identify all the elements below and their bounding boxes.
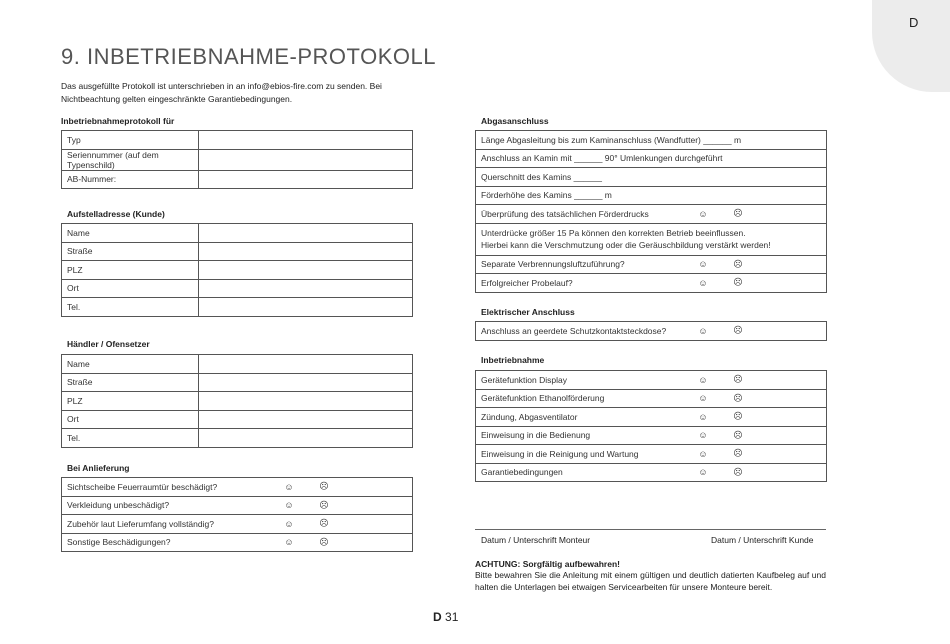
table-row [476, 389, 827, 408]
field-input[interactable] [199, 170, 413, 189]
table-row [62, 355, 413, 374]
section-heading-aufstelladresse: Aufstelladresse (Kunde) [67, 209, 165, 219]
section-heading-haendler: Händler / Ofensetzer [67, 339, 150, 349]
table-row [62, 478, 413, 497]
check-label: Anschluss an geerdete Schutzkontaktsteckdose? [476, 322, 692, 341]
table-row [62, 149, 413, 170]
intro-text: Das ausgefüllte Protokoll ist unterschrieben in an info@ebios-fire.com zu senden. Bei Nichtbeachtung gelten eingeschränkte Garantiebedingungen. [61, 81, 382, 104]
smile-bad-icon[interactable]: ☹ [710, 255, 761, 274]
table-row [476, 426, 827, 445]
table-row [62, 533, 413, 552]
field-label: Ort [62, 279, 199, 298]
smile-bad-icon[interactable]: ☹ [710, 445, 761, 464]
page-number-value: 31 [445, 610, 459, 624]
smile-bad-icon[interactable]: ☹ [710, 463, 761, 482]
warning-body: Bitte bewahren Sie die Anleitung mit einem gültigen und deutlich datierten Kaufbeleg auf und halten die Unterlagen bei etwaigen Servicearbeiten für unsere Monteure bereit. [475, 570, 826, 592]
section-heading-protokoll: Inbetriebnahmeprotokoll für [61, 116, 175, 126]
page-prefix: D [433, 610, 442, 624]
field-label: Typ [62, 131, 199, 150]
signature-monteur-label: Datum / Unterschrift Monteur [481, 535, 591, 545]
check-label: Überprüfung des tatsächlichen Förderdrucks [476, 205, 692, 224]
field-input[interactable] [199, 261, 413, 280]
table-row [62, 373, 413, 392]
page-title: 9. INBETRIEBNAHME-PROTOKOLL [61, 44, 436, 69]
field-label: Straße [62, 242, 199, 261]
check-label: Gerätefunktion Display [476, 371, 692, 390]
field-input[interactable] [199, 392, 413, 411]
table-row [476, 205, 827, 224]
anlieferung-table [61, 477, 413, 552]
smile-bad-icon[interactable]: ☹ [296, 478, 347, 497]
smile-bad-icon[interactable]: ☹ [710, 205, 761, 224]
field-input[interactable] [199, 355, 413, 374]
table-row [476, 149, 827, 168]
abgasanschluss-table [475, 130, 827, 293]
field-label: Tel. [62, 298, 199, 317]
inbetriebnahme-table [475, 370, 827, 482]
smile-good-icon[interactable]: ☺ [277, 533, 296, 552]
field-label: PLZ [62, 261, 199, 280]
table-row [476, 131, 827, 150]
field-label: Name [62, 224, 199, 243]
signature-line [475, 529, 826, 530]
smile-good-icon[interactable]: ☺ [691, 389, 710, 408]
smile-bad-icon[interactable]: ☹ [296, 515, 347, 534]
smile-bad-icon[interactable]: ☹ [296, 533, 347, 552]
field-label: Name [62, 355, 199, 374]
field-input[interactable] [199, 242, 413, 261]
page-number [433, 610, 458, 624]
table-row [62, 279, 413, 298]
note-line-2: Hierbei kann die Verschmutzung oder die Geräuschbildung verstärkt werden! [481, 240, 771, 250]
smile-bad-icon[interactable]: ☹ [296, 496, 347, 515]
table-row [476, 274, 827, 293]
table-row [476, 408, 827, 427]
haendler-table [61, 354, 413, 448]
check-label: Garantiebedingungen [476, 463, 692, 482]
check-label: Verkleidung unbeschädigt? [62, 496, 278, 515]
check-label: Länge Abgasleitung bis zum Kaminanschluss (Wandfutter) ______ m [476, 131, 827, 150]
field-label: Straße [62, 373, 199, 392]
table-row [62, 410, 413, 429]
field-input[interactable] [199, 149, 413, 170]
note-line-1: Unterdrücke größer 15 Pa können den korrekten Betrieb beeinflussen. [481, 228, 746, 238]
check-label: Erfolgreicher Probelauf? [476, 274, 692, 293]
field-input[interactable] [199, 131, 413, 150]
field-input[interactable] [199, 224, 413, 243]
table-row [476, 322, 827, 341]
field-label: Seriennummer (auf dem Typenschild) [62, 149, 199, 170]
check-label: Anschluss an Kamin mit ______ 90° Umlenkungen durchgeführt [476, 149, 827, 168]
check-label: Querschnitt des Kamins ______ [476, 168, 827, 187]
smile-bad-icon[interactable]: ☹ [710, 322, 761, 341]
table-row [476, 223, 827, 255]
table-row [476, 186, 827, 205]
aufstelladresse-table [61, 223, 413, 317]
protokoll-table [61, 130, 413, 189]
smile-bad-icon[interactable]: ☹ [710, 274, 761, 293]
field-input[interactable] [199, 429, 413, 448]
smile-good-icon[interactable]: ☺ [277, 496, 296, 515]
smile-bad-icon[interactable]: ☹ [710, 408, 761, 427]
smile-good-icon[interactable]: ☺ [691, 205, 710, 224]
check-label: Sichtscheibe Feuerraumtür beschädigt? [62, 478, 278, 497]
smile-good-icon[interactable]: ☺ [691, 322, 710, 341]
table-row [476, 371, 827, 390]
check-label: Separate Verbrennungsluftzuführung? [476, 255, 692, 274]
table-row [62, 392, 413, 411]
smile-good-icon[interactable]: ☺ [691, 445, 710, 464]
field-label: Tel. [62, 429, 199, 448]
check-label: Förderhöhe des Kamins ______ m [476, 186, 827, 205]
smile-good-icon[interactable]: ☺ [691, 426, 710, 445]
section-heading-elektrisch: Elektrischer Anschluss [481, 307, 575, 317]
field-label: AB-Nummer: [62, 170, 199, 189]
smile-bad-icon[interactable]: ☹ [710, 389, 761, 408]
section-heading-abgasanschluss: Abgasanschluss [481, 116, 549, 126]
field-label: PLZ [62, 392, 199, 411]
note-text [476, 223, 827, 255]
smile-good-icon[interactable]: ☺ [691, 408, 710, 427]
check-label: Einweisung in die Reinigung und Wartung [476, 445, 692, 464]
table-row [476, 445, 827, 464]
table-row [62, 261, 413, 280]
field-label: Ort [62, 410, 199, 429]
table-row [62, 515, 413, 534]
check-label: Sonstige Beschädigungen? [62, 533, 278, 552]
warning-title: ACHTUNG: Sorgfältig aufbewahren! [475, 559, 620, 569]
smile-bad-icon[interactable]: ☹ [710, 371, 761, 390]
section-heading-anlieferung: Bei Anlieferung [67, 463, 130, 473]
table-row [62, 242, 413, 261]
table-row [62, 224, 413, 243]
smile-good-icon[interactable]: ☺ [691, 274, 710, 293]
smile-good-icon[interactable]: ☺ [691, 463, 710, 482]
smile-good-icon[interactable]: ☺ [691, 255, 710, 274]
check-label: Einweisung in die Bedienung [476, 426, 692, 445]
table-row [62, 131, 413, 150]
table-row [476, 168, 827, 187]
language-tab-letter: D [909, 15, 919, 30]
check-label: Gerätefunktion Ethanolförderung [476, 389, 692, 408]
table-row [62, 298, 413, 317]
field-input[interactable] [199, 410, 413, 429]
smile-good-icon[interactable]: ☺ [277, 478, 296, 497]
smile-good-icon[interactable]: ☺ [691, 371, 710, 390]
signature-kunde-label: Datum / Unterschrift Kunde [711, 535, 814, 545]
table-row [476, 463, 827, 482]
table-row [62, 496, 413, 515]
field-input[interactable] [199, 373, 413, 392]
language-tab [872, 0, 950, 92]
check-label: Zündung, Abgasventilator [476, 408, 692, 427]
smile-bad-icon[interactable]: ☹ [710, 426, 761, 445]
table-row [62, 170, 413, 189]
section-heading-inbetriebnahme: Inbetriebnahme [481, 355, 545, 365]
smile-good-icon[interactable]: ☺ [277, 515, 296, 534]
table-row [476, 255, 827, 274]
elektrisch-table [475, 321, 827, 341]
check-label: Zubehör laut Lieferumfang vollständig? [62, 515, 278, 534]
field-input[interactable] [199, 279, 413, 298]
table-row [62, 429, 413, 448]
field-input[interactable] [199, 298, 413, 317]
